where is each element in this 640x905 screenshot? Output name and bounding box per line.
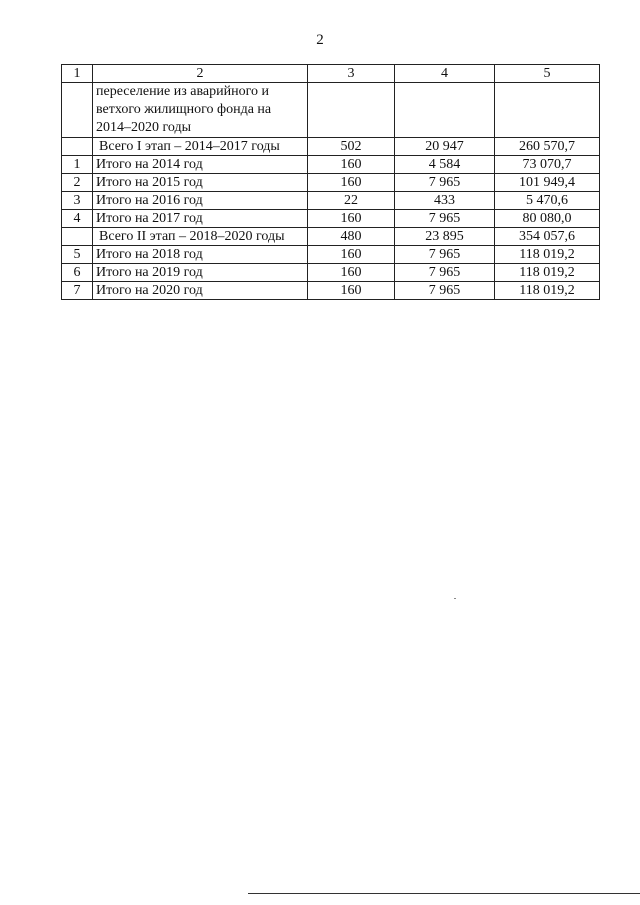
row-col5: 73 070,7: [495, 156, 600, 174]
header-col-3: 3: [308, 65, 395, 83]
continuation-text: переселение из аварийного и ветхого жилищного фонда на 2014–2020 годы: [93, 83, 308, 138]
row-col5: 80 080,0: [495, 210, 600, 228]
table-row-stage-2-total: [62, 228, 600, 246]
row-col3: 160: [308, 156, 395, 174]
table-row: [62, 192, 600, 210]
row-col3: 480: [308, 228, 395, 246]
row-number: 1: [62, 156, 93, 174]
row-col4: 7 965: [395, 174, 495, 192]
page-number: 2: [316, 32, 324, 48]
row-name: Итого на 2015 год: [93, 174, 308, 192]
header-col-5: 5: [495, 65, 600, 83]
row-name: Итого на 2014 год: [93, 156, 308, 174]
table-row: [62, 156, 600, 174]
table-header-row: [62, 65, 600, 83]
row-col3: 160: [308, 264, 395, 282]
table-row: [62, 246, 600, 264]
row-col3: 160: [308, 210, 395, 228]
row-number: 2: [62, 174, 93, 192]
row-col3: 160: [308, 174, 395, 192]
row-col5: 354 057,6: [495, 228, 600, 246]
row-number: [62, 228, 93, 246]
continuation-cell-3: [308, 83, 395, 138]
row-col5: 101 949,4: [495, 174, 600, 192]
row-name: Итого на 2019 год: [93, 264, 308, 282]
header-col-4: 4: [395, 65, 495, 83]
row-number: [62, 138, 93, 156]
row-col5: 118 019,2: [495, 246, 600, 264]
row-name: Итого на 2020 год: [93, 282, 308, 300]
row-name: Итого на 2018 год: [93, 246, 308, 264]
header-col-1: 1: [62, 65, 93, 83]
row-number: 3: [62, 192, 93, 210]
continuation-cell-4: [395, 83, 495, 138]
header-col-2: 2: [93, 65, 308, 83]
row-name: Всего II этап – 2018–2020 годы: [93, 228, 308, 246]
row-name: Всего I этап – 2014–2017 годы: [93, 138, 308, 156]
row-col3: 160: [308, 282, 395, 300]
row-col3: 22: [308, 192, 395, 210]
table-row: [62, 282, 600, 300]
continuation-cell-1: [62, 83, 93, 138]
table-row: [62, 174, 600, 192]
row-col5: 118 019,2: [495, 264, 600, 282]
table-row-stage-1-total: [62, 138, 600, 156]
scan-speck: [454, 598, 456, 599]
row-col4: 7 965: [395, 246, 495, 264]
row-col5: 118 019,2: [495, 282, 600, 300]
table-row: [62, 210, 600, 228]
row-name: Итого на 2016 год: [93, 192, 308, 210]
row-col4: 7 965: [395, 282, 495, 300]
row-number: 6: [62, 264, 93, 282]
row-col4: 433: [395, 192, 495, 210]
row-col4: 20 947: [395, 138, 495, 156]
row-number: 5: [62, 246, 93, 264]
continuation-row: [62, 83, 600, 138]
row-name: Итого на 2017 год: [93, 210, 308, 228]
row-col5: 5 470,6: [495, 192, 600, 210]
program-table: [61, 64, 600, 300]
row-col5: 260 570,7: [495, 138, 600, 156]
row-col4: 23 895: [395, 228, 495, 246]
row-number: 7: [62, 282, 93, 300]
row-col3: 502: [308, 138, 395, 156]
footer-rule: [248, 893, 640, 894]
row-number: 4: [62, 210, 93, 228]
row-col4: 4 584: [395, 156, 495, 174]
table-row: [62, 264, 600, 282]
row-col3: 160: [308, 246, 395, 264]
row-col4: 7 965: [395, 210, 495, 228]
row-col4: 7 965: [395, 264, 495, 282]
continuation-cell-5: [495, 83, 600, 138]
